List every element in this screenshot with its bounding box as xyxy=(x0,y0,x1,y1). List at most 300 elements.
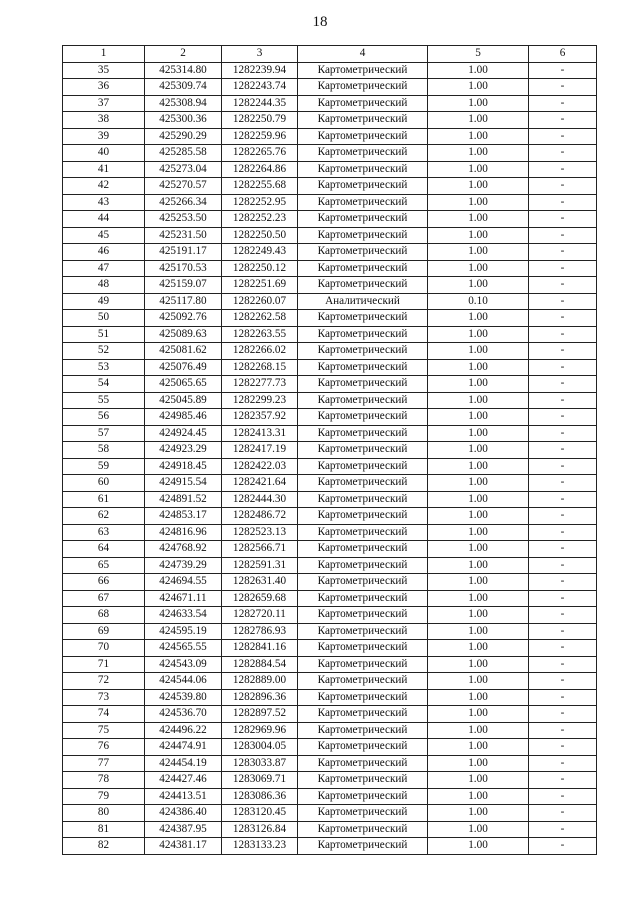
table-cell: 1.00 xyxy=(428,755,529,772)
table-cell: 424387.95 xyxy=(145,821,222,838)
table-row xyxy=(63,376,597,393)
table-cell: 42 xyxy=(63,178,145,195)
table-cell: 1282786.93 xyxy=(222,623,298,640)
table-row xyxy=(63,425,597,442)
table-cell: 37 xyxy=(63,95,145,112)
table-cell: Картометрический xyxy=(298,376,428,393)
table-cell: 425314.80 xyxy=(145,62,222,79)
table-cell: 1.00 xyxy=(428,392,529,409)
table-cell: 75 xyxy=(63,722,145,739)
table-cell: 425300.36 xyxy=(145,112,222,129)
table-cell: 1282250.12 xyxy=(222,260,298,277)
table-row xyxy=(63,260,597,277)
table-cell: - xyxy=(529,557,597,574)
table-cell: 1283069.71 xyxy=(222,772,298,789)
table-cell: 1.00 xyxy=(428,161,529,178)
table-cell: 1282486.72 xyxy=(222,508,298,525)
table-cell: 1282566.71 xyxy=(222,541,298,558)
table-cell: 1.00 xyxy=(428,211,529,228)
table-cell: 1282417.19 xyxy=(222,442,298,459)
table-row xyxy=(63,788,597,805)
table-cell: 424413.51 xyxy=(145,788,222,805)
table-cell: 1.00 xyxy=(428,95,529,112)
table-row xyxy=(63,755,597,772)
table-cell: 69 xyxy=(63,623,145,640)
table-cell: - xyxy=(529,673,597,690)
table-cell: - xyxy=(529,524,597,541)
table-cell: 1282969.96 xyxy=(222,722,298,739)
table-cell: Картометрический xyxy=(298,607,428,624)
table-row xyxy=(63,359,597,376)
table-cell: 1.00 xyxy=(428,244,529,261)
table-cell: - xyxy=(529,623,597,640)
table-cell: Картометрический xyxy=(298,491,428,508)
table-cell: 1.00 xyxy=(428,326,529,343)
table-cell: 52 xyxy=(63,343,145,360)
table-row xyxy=(63,607,597,624)
table-header-row xyxy=(63,46,597,63)
table-cell: 424539.80 xyxy=(145,689,222,706)
table-row xyxy=(63,574,597,591)
table-cell: - xyxy=(529,161,597,178)
table-cell: 424891.52 xyxy=(145,491,222,508)
table-row xyxy=(63,706,597,723)
table-cell: 35 xyxy=(63,62,145,79)
table-cell: - xyxy=(529,260,597,277)
table-cell: 1282357.92 xyxy=(222,409,298,426)
table-cell: 424474.91 xyxy=(145,739,222,756)
table-cell: 1282591.31 xyxy=(222,557,298,574)
table-cell: 81 xyxy=(63,821,145,838)
table-cell: 1282421.64 xyxy=(222,475,298,492)
table-cell: Картометрический xyxy=(298,755,428,772)
table-cell: 424915.54 xyxy=(145,475,222,492)
table-cell: 425290.29 xyxy=(145,128,222,145)
table-cell: - xyxy=(529,458,597,475)
table-cell: - xyxy=(529,491,597,508)
table-cell: 425081.62 xyxy=(145,343,222,360)
table-cell: 58 xyxy=(63,442,145,459)
table-cell: Картометрический xyxy=(298,623,428,640)
table-row xyxy=(63,623,597,640)
table-row xyxy=(63,310,597,327)
table-cell: Картометрический xyxy=(298,359,428,376)
table-row xyxy=(63,244,597,261)
table-cell: Картометрический xyxy=(298,211,428,228)
table-cell: 424454.19 xyxy=(145,755,222,772)
table-row xyxy=(63,821,597,838)
table-cell: 1.00 xyxy=(428,343,529,360)
table-row xyxy=(63,838,597,855)
table-cell: - xyxy=(529,95,597,112)
table-cell: 71 xyxy=(63,656,145,673)
table-cell: - xyxy=(529,689,597,706)
table-cell: 1283120.45 xyxy=(222,805,298,822)
table-cell: 76 xyxy=(63,739,145,756)
table-cell: 79 xyxy=(63,788,145,805)
table-row xyxy=(63,112,597,129)
table-row xyxy=(63,739,597,756)
table-cell: 1282444.30 xyxy=(222,491,298,508)
table-cell: 1282250.79 xyxy=(222,112,298,129)
table-cell: - xyxy=(529,359,597,376)
table-cell: 41 xyxy=(63,161,145,178)
table-cell: - xyxy=(529,392,597,409)
table-cell: 1282251.69 xyxy=(222,277,298,294)
table-cell: - xyxy=(529,739,597,756)
table-cell: 1.00 xyxy=(428,227,529,244)
table-cell: 1.00 xyxy=(428,260,529,277)
table-cell: 40 xyxy=(63,145,145,162)
table-cell: - xyxy=(529,293,597,310)
table-cell: 1.00 xyxy=(428,772,529,789)
table-cell: 1.00 xyxy=(428,541,529,558)
table-row xyxy=(63,178,597,195)
table-row xyxy=(63,805,597,822)
table-cell: - xyxy=(529,79,597,96)
table-cell: - xyxy=(529,211,597,228)
table-cell: Картометрический xyxy=(298,673,428,690)
table-cell: - xyxy=(529,656,597,673)
table-row xyxy=(63,293,597,310)
table-cell: 77 xyxy=(63,755,145,772)
table-cell: 1.00 xyxy=(428,508,529,525)
table-cell: - xyxy=(529,706,597,723)
table-cell: 1282884.54 xyxy=(222,656,298,673)
table-cell: 1.00 xyxy=(428,491,529,508)
column-header: 2 xyxy=(145,46,222,63)
table-cell: - xyxy=(529,821,597,838)
table-row xyxy=(63,772,597,789)
table-cell: 1282252.23 xyxy=(222,211,298,228)
table-cell: 1.00 xyxy=(428,673,529,690)
table-cell: 1283004.05 xyxy=(222,739,298,756)
table-cell: 73 xyxy=(63,689,145,706)
table-cell: - xyxy=(529,574,597,591)
table-cell: 72 xyxy=(63,673,145,690)
table-row xyxy=(63,145,597,162)
table-cell: 39 xyxy=(63,128,145,145)
table-cell: Картометрический xyxy=(298,541,428,558)
table-cell: 74 xyxy=(63,706,145,723)
table-cell: 1.00 xyxy=(428,607,529,624)
table-cell: Картометрический xyxy=(298,508,428,525)
table-row xyxy=(63,227,597,244)
table-cell: 1282259.96 xyxy=(222,128,298,145)
table-cell: Картометрический xyxy=(298,112,428,129)
table-cell: 62 xyxy=(63,508,145,525)
table-cell: 1.00 xyxy=(428,524,529,541)
table-cell: 425285.58 xyxy=(145,145,222,162)
table-cell: 1282841.16 xyxy=(222,640,298,657)
table-body xyxy=(63,62,597,854)
table-row xyxy=(63,458,597,475)
table-cell: 53 xyxy=(63,359,145,376)
table-cell: - xyxy=(529,722,597,739)
table-cell: 424853.17 xyxy=(145,508,222,525)
table-cell: Картометрический xyxy=(298,689,428,706)
table-cell: 1.00 xyxy=(428,623,529,640)
table-cell: - xyxy=(529,541,597,558)
table-cell: 1.00 xyxy=(428,475,529,492)
table-cell: Картометрический xyxy=(298,392,428,409)
table-cell: Картометрический xyxy=(298,326,428,343)
table-row xyxy=(63,343,597,360)
table-cell: - xyxy=(529,326,597,343)
table-cell: 425273.04 xyxy=(145,161,222,178)
table-cell: Картометрический xyxy=(298,739,428,756)
table-cell: 51 xyxy=(63,326,145,343)
table-cell: 56 xyxy=(63,409,145,426)
table-cell: 1.00 xyxy=(428,458,529,475)
table-cell: 38 xyxy=(63,112,145,129)
table-cell: 1.00 xyxy=(428,310,529,327)
table-cell: Картометрический xyxy=(298,310,428,327)
table-row xyxy=(63,392,597,409)
table-cell: - xyxy=(529,62,597,79)
table-cell: - xyxy=(529,178,597,195)
table-cell: - xyxy=(529,425,597,442)
table-cell: Картометрический xyxy=(298,656,428,673)
table-row xyxy=(63,590,597,607)
table-cell: Картометрический xyxy=(298,95,428,112)
table-row xyxy=(63,557,597,574)
column-header: 3 xyxy=(222,46,298,63)
page-number: 18 xyxy=(312,14,328,30)
table-cell: 82 xyxy=(63,838,145,855)
table-row xyxy=(63,524,597,541)
table-cell: - xyxy=(529,607,597,624)
table-cell: 54 xyxy=(63,376,145,393)
table-cell: 61 xyxy=(63,491,145,508)
table-cell: 424985.46 xyxy=(145,409,222,426)
table-cell: 1.00 xyxy=(428,79,529,96)
table-row xyxy=(63,277,597,294)
column-header: 5 xyxy=(428,46,529,63)
table-cell: 424565.55 xyxy=(145,640,222,657)
table-cell: 1.00 xyxy=(428,821,529,838)
table-cell: - xyxy=(529,475,597,492)
table-cell: - xyxy=(529,112,597,129)
table-cell: 424633.54 xyxy=(145,607,222,624)
table-cell: 1282252.95 xyxy=(222,194,298,211)
table-cell: Картометрический xyxy=(298,458,428,475)
table-cell: 1.00 xyxy=(428,178,529,195)
table-cell: 1.00 xyxy=(428,574,529,591)
table-cell: Картометрический xyxy=(298,194,428,211)
table-cell: 424768.92 xyxy=(145,541,222,558)
table-row xyxy=(63,491,597,508)
table-cell: 67 xyxy=(63,590,145,607)
table-cell: 44 xyxy=(63,211,145,228)
table-row xyxy=(63,673,597,690)
table-cell: 425191.17 xyxy=(145,244,222,261)
table-cell: 1.00 xyxy=(428,706,529,723)
table-cell: - xyxy=(529,590,597,607)
table-cell: 1.00 xyxy=(428,590,529,607)
table-cell: 70 xyxy=(63,640,145,657)
table-cell: 425089.63 xyxy=(145,326,222,343)
table-cell: Картометрический xyxy=(298,838,428,855)
table-cell: Картометрический xyxy=(298,128,428,145)
table-cell: 1282659.68 xyxy=(222,590,298,607)
table-cell: 1.00 xyxy=(428,425,529,442)
table-cell: 1282239.94 xyxy=(222,62,298,79)
table-cell: 1282720.11 xyxy=(222,607,298,624)
table-cell: 1283033.87 xyxy=(222,755,298,772)
table-cell: Картометрический xyxy=(298,442,428,459)
table-cell: 45 xyxy=(63,227,145,244)
table-cell: 1282243.74 xyxy=(222,79,298,96)
table-cell: Картометрический xyxy=(298,772,428,789)
table-cell: 425309.74 xyxy=(145,79,222,96)
table-cell: Картометрический xyxy=(298,706,428,723)
table-cell: 425266.34 xyxy=(145,194,222,211)
table-cell: 1282413.31 xyxy=(222,425,298,442)
table-cell: 1282896.36 xyxy=(222,689,298,706)
table-cell: 1.00 xyxy=(428,838,529,855)
table-cell: - xyxy=(529,128,597,145)
table-cell: Картометрический xyxy=(298,557,428,574)
table-cell: Картометрический xyxy=(298,821,428,838)
table-cell: - xyxy=(529,788,597,805)
table-cell: Картометрический xyxy=(298,62,428,79)
table-cell: 1.00 xyxy=(428,128,529,145)
table-cell: 66 xyxy=(63,574,145,591)
table-cell: - xyxy=(529,805,597,822)
table-cell: 1282249.43 xyxy=(222,244,298,261)
table-cell: 1.00 xyxy=(428,640,529,657)
column-header: 6 xyxy=(529,46,597,63)
table-cell: 424381.17 xyxy=(145,838,222,855)
table-cell: 425092.76 xyxy=(145,310,222,327)
table-cell: - xyxy=(529,508,597,525)
table-cell: - xyxy=(529,244,597,261)
table-cell: Картометрический xyxy=(298,145,428,162)
table-cell: - xyxy=(529,772,597,789)
table-cell: - xyxy=(529,277,597,294)
table-row xyxy=(63,95,597,112)
table-row xyxy=(63,161,597,178)
table-cell: Картометрический xyxy=(298,409,428,426)
table-cell: 60 xyxy=(63,475,145,492)
table-cell: 1282889.00 xyxy=(222,673,298,690)
table-cell: 46 xyxy=(63,244,145,261)
table-cell: 1282631.40 xyxy=(222,574,298,591)
table-cell: 425253.50 xyxy=(145,211,222,228)
table-cell: 80 xyxy=(63,805,145,822)
table-cell: - xyxy=(529,755,597,772)
coordinates-table xyxy=(62,45,597,855)
table-cell: Аналитический xyxy=(298,293,428,310)
table-cell: 68 xyxy=(63,607,145,624)
table-cell: Картометрический xyxy=(298,722,428,739)
table-cell: 1.00 xyxy=(428,194,529,211)
table-cell: - xyxy=(529,227,597,244)
table-row xyxy=(63,409,597,426)
table-cell: 65 xyxy=(63,557,145,574)
table-row xyxy=(63,211,597,228)
table-cell: 1282268.15 xyxy=(222,359,298,376)
table-cell: 425065.65 xyxy=(145,376,222,393)
table-cell: 1.00 xyxy=(428,689,529,706)
table-cell: Картометрический xyxy=(298,244,428,261)
table-cell: 425159.07 xyxy=(145,277,222,294)
table-cell: Картометрический xyxy=(298,524,428,541)
table-cell: - xyxy=(529,376,597,393)
table-cell: 424694.55 xyxy=(145,574,222,591)
table-cell: 1.00 xyxy=(428,359,529,376)
table-cell: 424386.40 xyxy=(145,805,222,822)
table-cell: - xyxy=(529,838,597,855)
table-row xyxy=(63,541,597,558)
table-cell: 1283086.36 xyxy=(222,788,298,805)
table-row xyxy=(63,128,597,145)
table-cell: 424536.70 xyxy=(145,706,222,723)
table-cell: 1.00 xyxy=(428,112,529,129)
table-row xyxy=(63,194,597,211)
table-cell: Картометрический xyxy=(298,260,428,277)
table-cell: - xyxy=(529,310,597,327)
table-cell: - xyxy=(529,409,597,426)
table-cell: 1282260.07 xyxy=(222,293,298,310)
table-cell: Картометрический xyxy=(298,590,428,607)
column-header: 1 xyxy=(63,46,145,63)
table-cell: 1.00 xyxy=(428,277,529,294)
table-cell: 1.00 xyxy=(428,62,529,79)
table-row xyxy=(63,689,597,706)
table-cell: Картометрический xyxy=(298,79,428,96)
table-cell: Картометрический xyxy=(298,640,428,657)
table-cell: 1282897.52 xyxy=(222,706,298,723)
table-cell: Картометрический xyxy=(298,343,428,360)
table-row xyxy=(63,508,597,525)
table-cell: 1282263.55 xyxy=(222,326,298,343)
table-cell: Картометрический xyxy=(298,277,428,294)
table-cell: 50 xyxy=(63,310,145,327)
table-cell: 424544.06 xyxy=(145,673,222,690)
table-cell: Картометрический xyxy=(298,788,428,805)
table-cell: 1.00 xyxy=(428,722,529,739)
table-cell: 424427.46 xyxy=(145,772,222,789)
table-cell: 1282250.50 xyxy=(222,227,298,244)
table-cell: Картометрический xyxy=(298,161,428,178)
table-cell: 1282262.58 xyxy=(222,310,298,327)
table-cell: - xyxy=(529,194,597,211)
table-cell: 0.10 xyxy=(428,293,529,310)
table-cell: 78 xyxy=(63,772,145,789)
table-cell: Картометрический xyxy=(298,178,428,195)
table-cell: 424671.11 xyxy=(145,590,222,607)
table-cell: 1.00 xyxy=(428,739,529,756)
table-cell: 49 xyxy=(63,293,145,310)
table-cell: 1282299.23 xyxy=(222,392,298,409)
table-cell: Картометрический xyxy=(298,425,428,442)
table-cell: 1.00 xyxy=(428,788,529,805)
table-cell: 47 xyxy=(63,260,145,277)
table-cell: 425270.57 xyxy=(145,178,222,195)
table-row xyxy=(63,79,597,96)
table-cell: 1.00 xyxy=(428,145,529,162)
table-cell: 424816.96 xyxy=(145,524,222,541)
table-cell: 1282255.68 xyxy=(222,178,298,195)
table-cell: 425117.80 xyxy=(145,293,222,310)
table-row xyxy=(63,722,597,739)
table-cell: 1282277.73 xyxy=(222,376,298,393)
table-cell: 1282244.35 xyxy=(222,95,298,112)
table-cell: 36 xyxy=(63,79,145,96)
table-cell: 64 xyxy=(63,541,145,558)
